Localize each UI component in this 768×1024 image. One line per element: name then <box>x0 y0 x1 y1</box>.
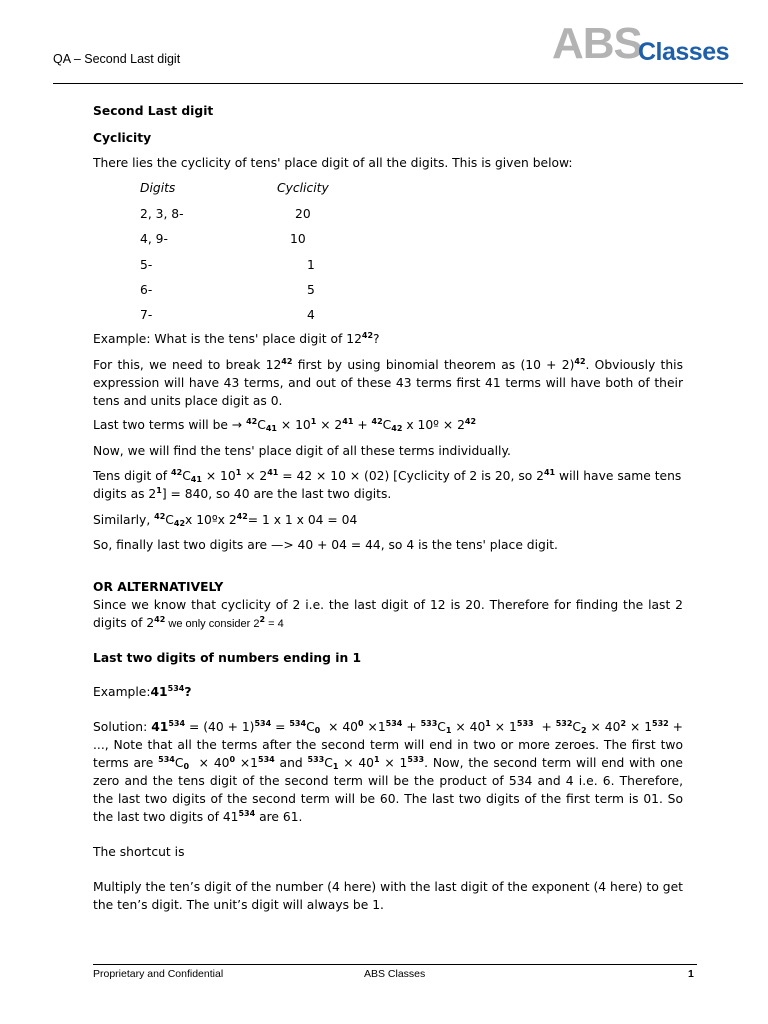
logo-classes-text: Classes <box>638 38 730 66</box>
cyclicity-cell: 1 <box>307 258 315 272</box>
text: = 42 × 10 × (02) [Cyclicity of 2 is 20, so 2 <box>278 469 544 483</box>
col-digits-header: Digits <box>140 181 176 195</box>
exponent: 534 <box>167 684 185 693</box>
alternative-heading: OR ALTERNATIVELY <box>93 580 224 594</box>
text: Similarly, <box>93 513 155 527</box>
text: ? <box>184 685 192 699</box>
section-title: Second Last digit <box>93 104 214 118</box>
similarly-line: Similarly, $^{42}C_{42}x$ 10ºx $2^{42}= 1$ x 1 x 04 = 04 <box>93 512 358 528</box>
footer-left: Proprietary and Confidential <box>93 968 224 980</box>
digits-cell: 6- <box>140 283 153 297</box>
exponent: 42 <box>574 357 586 366</box>
text: Tens digit of <box>93 469 172 483</box>
table-header <box>140 179 440 197</box>
table-row <box>140 281 440 299</box>
intro-paragraph: There lies the cyclicity of tens' place digit of all the digits. This is given below: <box>93 156 573 170</box>
text: Example: <box>93 685 151 699</box>
cyclicity-cell: 5 <box>307 283 315 297</box>
logo-abs-text: ABS <box>552 19 642 68</box>
shortcut-label: The shortcut is <box>93 845 185 859</box>
table-row <box>140 205 440 223</box>
cyclicity-cell: 10 <box>290 232 306 246</box>
cyclicity-heading: Cyclicity <box>93 131 152 145</box>
find-digits-text: Now, we will find the tens' place digit of all these terms individually. <box>93 444 511 458</box>
last-two-terms: Last two terms will be → $^{42}C_{41} \times 10^1 \times 2^{41} + ^{42}C_{42}$ x 10º × $2^{42}$ <box>93 417 477 433</box>
alternative-paragraph: Since we know that cyclicity of 2 i.e. the last digit of 12 is 20. Therefore for finding the last 2 digits of $2^{42}$ we only consider $2^2 = 4$ <box>93 598 683 630</box>
tens-digit-paragraph: Tens digit of $^{42}C_{41} \times 10^1 \times 2^{41} = 42 \times 10 \times (02)$ [Cyclicity of 2 is 20, so $2^{41}$ will have same tens digits as $2^1] = 840$, so 40 are the last two digits. <box>93 468 682 501</box>
table-row <box>140 306 440 324</box>
page-number: 1 <box>688 968 694 980</box>
text: = 1 x 1 x 04 = 04 <box>247 513 358 527</box>
abs-classes-logo <box>552 20 752 68</box>
text: Last two terms will be → <box>93 418 247 432</box>
digits-cell: 4, 9- <box>140 232 168 246</box>
table-row <box>140 256 440 274</box>
text: will have same tens digits as 2 <box>93 469 682 501</box>
digits-cell: 2, 3, 8- <box>140 207 184 221</box>
digits-cell: 7- <box>140 308 153 322</box>
exponent: 42 <box>361 331 374 340</box>
cyclicity-cell: 20 <box>295 207 311 221</box>
text: = 4 <box>265 618 284 630</box>
cyclicity-cell: 4 <box>307 308 315 322</box>
text: Since we know that cyclicity of 2 i.e. the last digit of 12 is 20. Therefore for finding the last 2 digits of 2 <box>93 598 683 630</box>
example-question <box>93 330 683 348</box>
example-question-end: ? <box>373 332 380 346</box>
text: Solution: <box>93 720 152 734</box>
ending-in-1-heading: Last two digits of numbers ending in 1 <box>93 651 362 665</box>
footer-center: ABS Classes <box>364 968 426 980</box>
example-41 <box>93 683 683 701</box>
base: 41 <box>150 685 168 699</box>
header-title: QA – Second Last digit <box>53 52 181 66</box>
text: . Obviously this expression will have 43 terms, and out of these 43 terms first 41 terms will have both of their tens and units place digit as 0. <box>93 358 683 408</box>
text: ] = 840, so 40 are the last two digits. <box>161 487 392 501</box>
header-divider <box>53 83 743 84</box>
table-row <box>140 230 440 248</box>
example-question-text: Example: What is the tens' place digit of 12 <box>93 332 362 346</box>
exponent: 42 <box>281 357 293 366</box>
text: we only consider 2 <box>165 618 260 630</box>
digits-cell: 5- <box>140 258 153 272</box>
footer-divider <box>93 964 697 965</box>
text: For this, we need to break 12 <box>93 358 282 372</box>
multiply-paragraph: Multiply the ten’s digit of the number (4 here) with the last digit of the exponent (4 here) to get the ten’s digit. The unit’s digit will always be 1. <box>93 880 683 912</box>
solution-paragraph: Solution: $41^{534} = (40 + 1)^{534} = ^{534}C_0 \times 40^0 \times 1^{534} + ^{533}C_1 \times 40^1 \times 1^{533} + ^{532}C_2 \times 40^2 \times 1^{532}$ + ..., Note that all the terms after the second term will end in two or more zeroes. The first two terms are $^{534}C_0 \times 40^0 \times 1^{534}$ and $^{533}C_1 \times 40^1 \times 1^{533}$. Now, the second term will end with one zero and the tens digit of the second term will be the product of 534 and 4 i.e. 6. Therefore, the last two digits of the second term will be 60. The last two digits of the first term is 01. So the last two digits of $41^{534}$ are 61. <box>93 719 683 824</box>
text: first by using binomial theorem as (10 + 2) <box>292 358 575 372</box>
col-cyclicity-header: Cyclicity <box>277 181 329 195</box>
text: . Now, the second term will end with one zero and the tens digit of the second term will be the product of 534 and 4 i.e. 6. Therefore, the last two digits of the second term will be 60. The last two digits of the first term is 01. So the last two digits of 41 <box>93 756 683 824</box>
finally-line: So, finally last two digits are —> 40 + 04 = 44, so 4 is the tens' place digit. <box>93 538 558 552</box>
binomial-paragraph <box>93 356 683 410</box>
text: are 61. <box>255 810 303 824</box>
text: , Note that all the terms after the second term will end in two or more zeroes. The first two terms are <box>93 738 683 770</box>
